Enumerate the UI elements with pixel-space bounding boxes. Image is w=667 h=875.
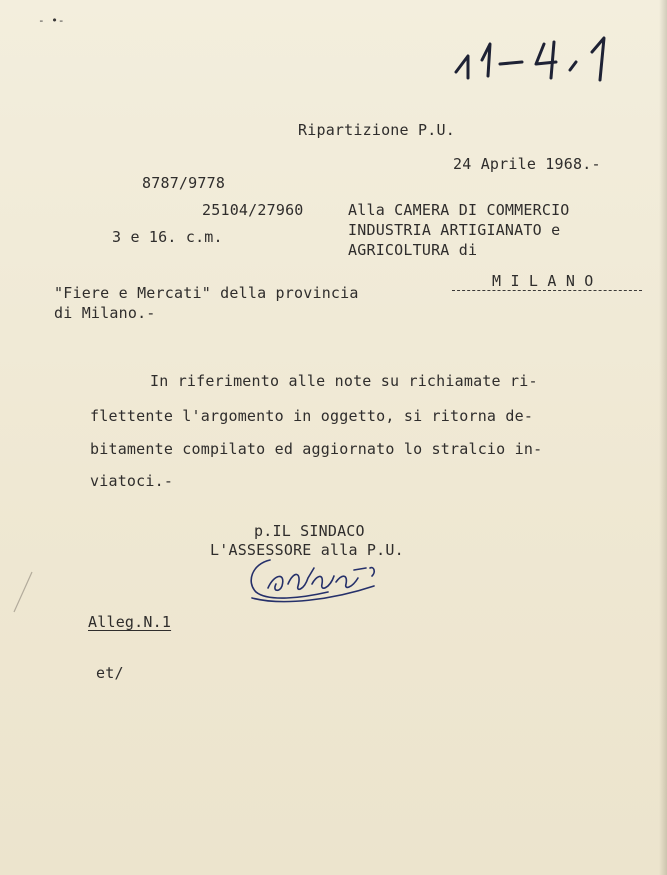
subject-line-1: "Fiere e Mercati" della provincia xyxy=(54,284,359,302)
handwritten-signature xyxy=(242,548,392,608)
corner-marks: - •- xyxy=(38,14,65,27)
protocol-number-2: 25104/27960 xyxy=(202,201,304,219)
body-line-3: bitamente compilato ed aggiornato lo stralcio in- xyxy=(90,440,543,458)
typist-initials: et/ xyxy=(96,664,124,682)
recipient-line-2: INDUSTRIA ARTIGIANATO e xyxy=(348,221,561,239)
reference-date: 3 e 16. c.m. xyxy=(112,228,223,246)
subject-line-2: di Milano.- xyxy=(54,304,156,322)
body-line-2: flettente l'argomento in oggetto, si ritorna de- xyxy=(90,407,534,425)
signature-title: p.IL SINDACO xyxy=(254,522,365,540)
office-name: Ripartizione P.U. xyxy=(298,121,455,139)
signature-role: L'ASSESSORE alla P.U. xyxy=(210,541,404,559)
handwritten-reference-number xyxy=(452,30,632,88)
body-line-1: In riferimento alle note su richiamate ri- xyxy=(150,372,538,390)
body-line-4: viatoci.- xyxy=(90,472,174,490)
letter-date: 24 Aprile 1968.- xyxy=(453,155,601,173)
city-underline xyxy=(452,290,642,291)
recipient-line-3: AGRICOLTURA di xyxy=(348,241,478,259)
enclosure-note: Alleg.N.1 xyxy=(88,613,172,631)
recipient-city: M I L A N O xyxy=(492,272,594,290)
recipient-line-1: Alla CAMERA DI COMMERCIO xyxy=(348,201,570,219)
page-edge-shadow xyxy=(659,0,667,875)
protocol-number-1: 8787/9778 xyxy=(142,174,226,192)
margin-pencil-mark xyxy=(8,568,38,618)
